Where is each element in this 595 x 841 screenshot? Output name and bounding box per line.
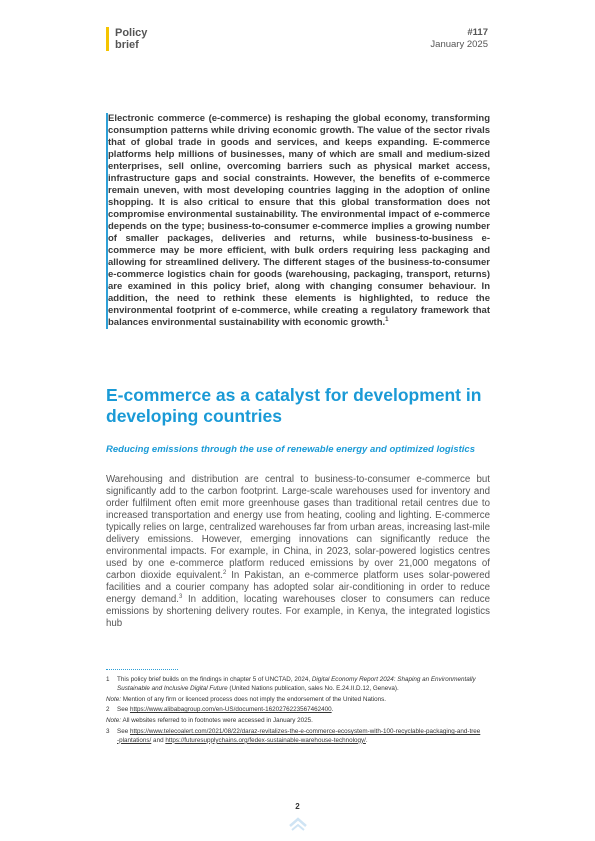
- body-text-3: In addition, locating warehouses closer to consumers can reduce emissions by shortening delivery routes. For example, in Kenya, the integrated logistics hub: [106, 594, 490, 629]
- note-1: [106, 696, 481, 705]
- footnote-3-text: See: [117, 727, 130, 735]
- note-2-text: All websites referred to in footnotes were accessed in January 2025.: [121, 717, 313, 725]
- issue-number: #117: [467, 27, 488, 38]
- footnote-1: [106, 676, 481, 694]
- footnote-3-link-1[interactable]: https://www.telecoalert.com/2021/08/22/daraz-revitalizes-the-e-commerce-ecosystem-with-100-recyclable-packaging-and-tree-plantations/: [117, 727, 481, 744]
- policy-brief-label: [106, 27, 147, 51]
- note-2: [106, 717, 481, 726]
- back-to-top-icon[interactable]: [288, 817, 308, 831]
- issue-date: January 2025: [430, 38, 488, 50]
- note-1-label: Note:: [106, 695, 122, 703]
- abstract-paragraph: [108, 113, 490, 329]
- body-paragraph: [106, 474, 490, 630]
- footnote-text: [117, 728, 481, 746]
- footnote-3-mid: and: [151, 736, 166, 744]
- abstract-text: Electronic commerce (e-commerce) is reshaping the global economy, transforming consumption patterns while driving economic growth. The value of the sector rivals that of global trade in goods and services, and keeps expanding. E-commerce platforms help millions of businesses, many of which are small and medium-sized enterprises, sell online, overcoming barriers such as physical market access, infrastructure gaps and social constraints. However, the benefits of e-commerce remain uneven, with most developing countries lagging in the adoption of online shopping. It is also critical to ensure that this global transformation does not compromise environmental sustainability. The environmental impact of e-commerce depends on the type; business-to-consumer e-commerce implies a growing number of smaller packages, deliveries and returns, while business-to-business e-commerce may be more efficient, with bulk orders requiring less packaging and allowing for streamlined delivery. The different stages of the business-to-consumer e-commerce logistics chain for goods (warehousing, packaging, transport, returns) are examined in this policy brief, along with changing consumer behaviour. In addition, the need to rethink these elements is highlighted, to reduce the environmental footprint of e-commerce, while creating a regulatory framework that balances environmental sustainability with economic growth.: [108, 113, 490, 328]
- footnote-ref-1[interactable]: 1: [385, 316, 389, 323]
- page-number: 2: [295, 802, 300, 811]
- section-heading: E-commerce as a catalyst for development in developing countries: [106, 385, 482, 426]
- footnote-3-end: .: [365, 736, 368, 744]
- brand-line-2: brief: [115, 39, 139, 51]
- footnote-text: [117, 706, 481, 715]
- footnote-2-text: See: [117, 706, 130, 714]
- issue-info: [430, 27, 488, 50]
- footnote-divider: [106, 669, 178, 670]
- footnotes: [106, 676, 481, 748]
- footnote-2: [106, 706, 481, 715]
- footnote-1-title: Digital Economy Report 2024: Shaping an Environmentally Sustainable and Inclusive Digital Future: [117, 676, 476, 692]
- footnote-ref-2[interactable]: 2: [222, 569, 227, 576]
- chevron-up-icon: [288, 817, 308, 831]
- footnote-text: [117, 676, 481, 694]
- footnote-1-text-a: This policy brief builds on the findings in chapter 5 of UNCTAD, 2024,: [117, 676, 312, 683]
- footnote-3-link-2[interactable]: https://futuresupplychains.org/fedex-sustainable-warehouse-technology/: [165, 736, 366, 744]
- section-subheading: Reducing emissions through the use of renewable energy and optimized logistics: [106, 444, 475, 455]
- body-text-1: Warehousing and distribution are central to business-to-consumer e-commerce but significantly add to the carbon footprint. Large-scale warehouses used for inventory and order fulfilment often emit more greenhouse gases than traditional retail centres due to increased transportation and energy use from heating, cooling and lighting. E-commerce typically relies on large, centralized warehouses far from urban areas, increasing last-mile delivery emissions. However, emerging innovations can significantly reduce the environmental impacts. For example, in China, in 2023, solar-powered logistics centres used by one e-commerce platform reduced emissions by over 21,000 megatons of carbon dioxide equivalent.: [106, 474, 490, 581]
- note-2-label: Note:: [106, 717, 122, 725]
- abstract-block: [106, 113, 490, 329]
- footnote-2-end: .: [331, 706, 334, 714]
- footnote-number: 2: [106, 706, 110, 714]
- footnote-number: 3: [106, 727, 110, 735]
- footnote-number: 1: [106, 676, 110, 683]
- footnote-2-link[interactable]: https://www.alibabagroup.com/en-US/document-1620276223567462400: [129, 706, 332, 714]
- brand-line-1: Policy: [115, 27, 148, 39]
- footnote-3: [106, 728, 481, 746]
- footnote-1-text-b: (United Nations publication, sales No. E.24.II.D.12, Geneva).: [227, 684, 399, 692]
- footnote-ref-3[interactable]: 3: [178, 593, 183, 600]
- body-text-2: In Pakistan, an e-commerce platform uses solar-powered facilities and a courier company has adopted solar air-conditioning in order to reduce energy demand.: [106, 570, 491, 605]
- note-1-text: Mention of any firm or licenced process does not imply the endorsement of the United Nations.: [121, 695, 387, 703]
